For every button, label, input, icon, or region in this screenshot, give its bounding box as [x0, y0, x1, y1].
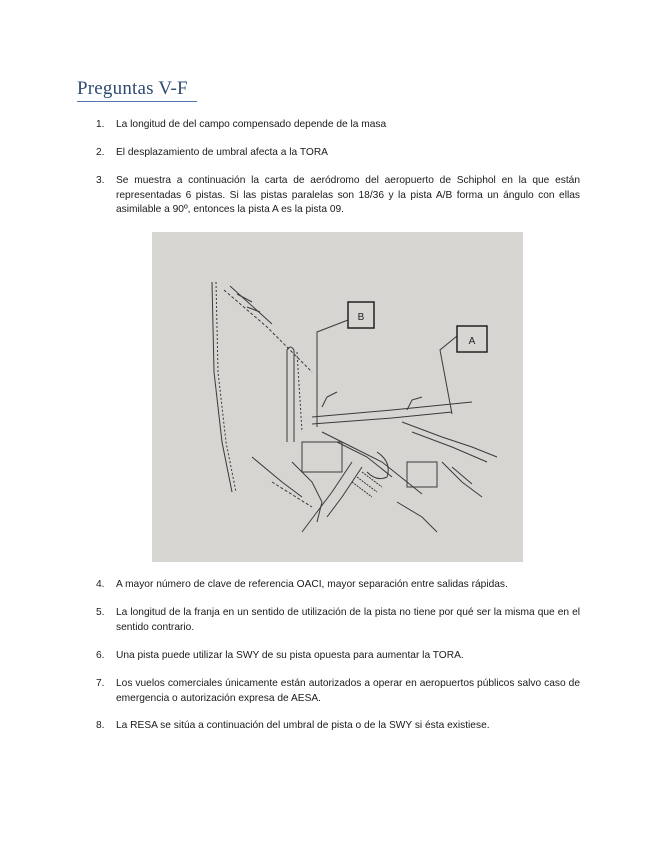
- question-text: La longitud de del campo compensado depende de la masa: [116, 119, 387, 130]
- question-item: [96, 719, 580, 734]
- label-b: B: [357, 312, 365, 323]
- question-number: 8.: [96, 720, 105, 731]
- question-item: [96, 578, 580, 593]
- question-item: [96, 649, 580, 664]
- aerodrome-chart-image: [152, 232, 523, 562]
- question-number: 6.: [96, 650, 105, 661]
- question-text: La longitud de la franja en un sentido de utilización de la pista no tiene por qué ser la misma que en el sentido contrario.: [116, 607, 580, 633]
- question-item: [96, 118, 580, 133]
- question-item: [96, 606, 580, 635]
- question-item: [96, 677, 580, 706]
- question-number: 3.: [96, 175, 105, 186]
- question-text: A mayor número de clave de referencia OACI, mayor separación entre salidas rápidas.: [116, 579, 508, 590]
- question-text: La RESA se sitúa a continuación del umbral de pista o de la SWY si ésta existiese.: [116, 720, 490, 731]
- question-number: 1.: [96, 119, 105, 130]
- question-number: 4.: [96, 579, 105, 590]
- aerodrome-chart-drawing: [152, 232, 523, 562]
- page-title: Preguntas V-F: [77, 78, 188, 99]
- question-number: 5.: [96, 607, 105, 618]
- question-number: 2.: [96, 147, 105, 158]
- question-number: 7.: [96, 678, 105, 689]
- question-text: El desplazamiento de umbral afecta a la TORA: [116, 147, 328, 158]
- title-underline: [77, 101, 197, 102]
- question-item: [96, 174, 580, 218]
- question-text: Los vuelos comerciales únicamente están autorizados a operar en aeropuertos públicos salvo caso de emergencia o autorización expresa de AESA.: [116, 678, 580, 704]
- question-text: Se muestra a continuación la carta de aeródromo del aeropuerto de Schiphol en la que están representadas 6 pistas. Si las pistas paralelas son 18/36 y la pista A/B forma un ángulo con ellas asimilable a 90º, entonces la pista A es la pista 09.: [116, 175, 580, 215]
- label-a: A: [468, 336, 476, 347]
- question-text: Una pista puede utilizar la SWY de su pista opuesta para aumentar la TORA.: [116, 650, 464, 661]
- question-item: [96, 146, 580, 161]
